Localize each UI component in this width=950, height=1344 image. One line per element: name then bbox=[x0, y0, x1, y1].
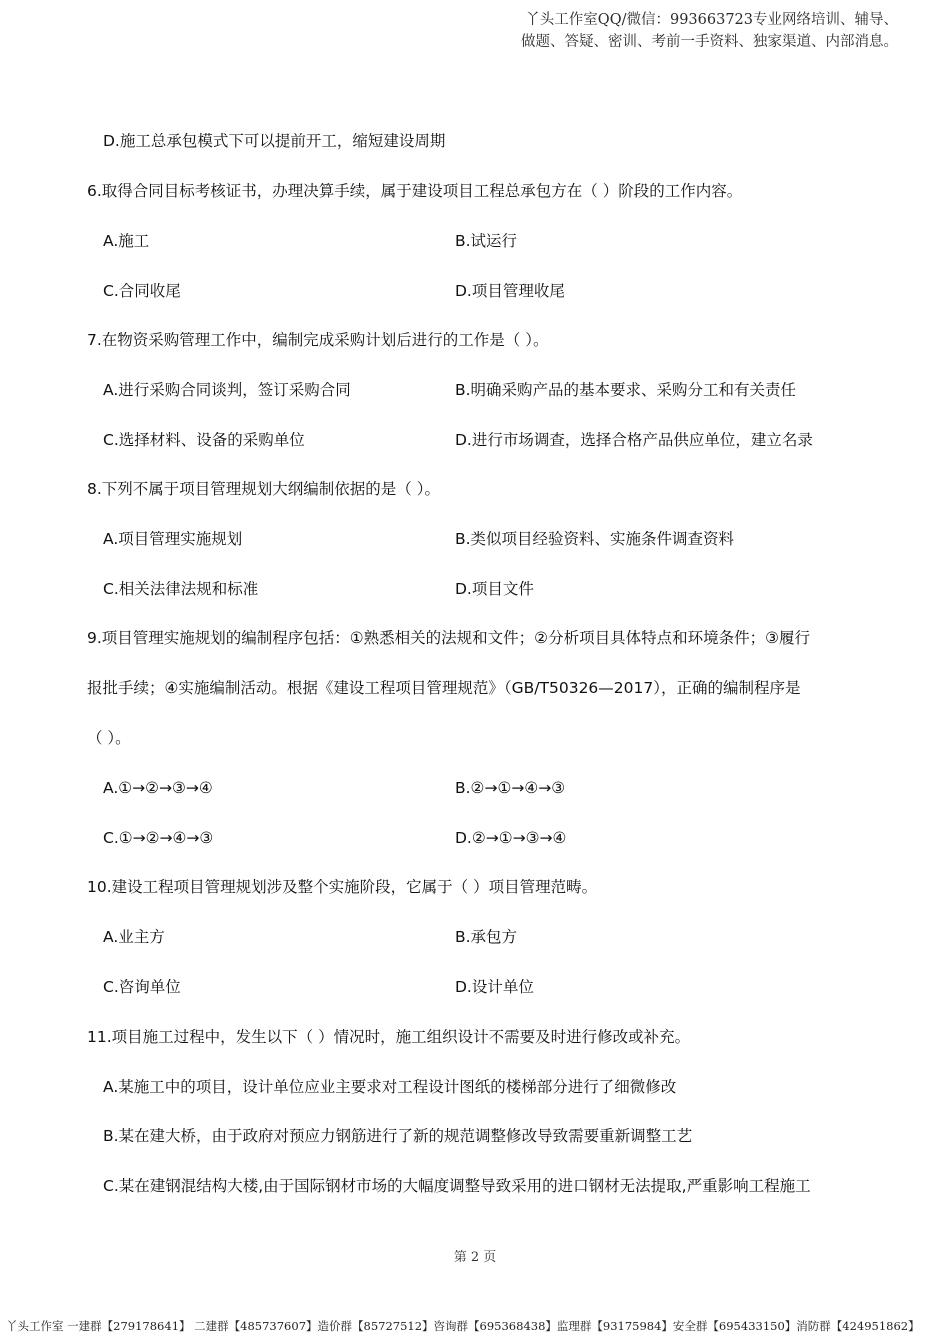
question-9-stem-line-2: 报批手续；④实施编制活动。根据《建设工程项目管理规范》（GB/T50326—2017），正确的编制程序是 bbox=[87, 679, 801, 697]
question-8-stem: 8.下列不属于项目管理规划大纲编制依据的是（ ）。 bbox=[87, 480, 440, 498]
q7-option-b: B.明确采购产品的基本要求、采购分工和有关责任 bbox=[455, 381, 797, 399]
q8-option-b: B.类似项目经验资料、实施条件调查资料 bbox=[455, 530, 735, 548]
q8-option-c: C.相关法律法规和标准 bbox=[103, 580, 259, 598]
q8-option-a: A.项目管理实施规划 bbox=[103, 530, 243, 548]
q6-option-d: D.项目管理收尾 bbox=[455, 282, 565, 300]
q11-option-c: C.某在建钢混结构大楼,由于国际钢材市场的大幅度调整导致采用的进口钢材无法提取,严重影响工程施工 bbox=[103, 1177, 811, 1195]
question-10-stem: 10.建设工程项目管理规划涉及整个实施阶段，它属于（ ）项目管理范畴。 bbox=[87, 878, 598, 896]
question-9-stem-line-1: 9.项目管理实施规划的编制程序包括：①熟悉相关的法规和文件；②分析项目具体特点和环境条件；③履行 bbox=[87, 629, 810, 647]
page-number: 第 2 页 bbox=[453, 1250, 497, 1265]
question-6-stem: 6.取得合同目标考核证书，办理决算手续，属于建设项目工程总承包方在（ ）阶段的工作内容。 bbox=[87, 182, 743, 200]
q10-option-d: D.设计单位 bbox=[455, 978, 534, 996]
header-line-2: 做题、答疑、密训、考前一手资料、独家渠道、内部消息。 bbox=[521, 34, 898, 50]
q7-option-c: C.选择材料、设备的采购单位 bbox=[103, 431, 305, 449]
q9-option-c: C.①→②→④→③ bbox=[103, 829, 214, 847]
prev-option-d: D.施工总承包模式下可以提前开工，缩短建设周期 bbox=[103, 132, 446, 150]
q11-option-a: A.某施工中的项目，设计单位应业主要求对工程设计图纸的楼梯部分进行了细微修改 bbox=[103, 1078, 677, 1096]
q8-option-d: D.项目文件 bbox=[455, 580, 534, 598]
question-9-stem-line-3: （ ）。 bbox=[87, 729, 131, 747]
q10-option-b: B.承包方 bbox=[455, 928, 518, 946]
q6-option-b: B.试运行 bbox=[455, 232, 518, 250]
footer-groups: 丫头工作室 一建群【279178641】 二建群【485737607】造价群【85727512】咨询群【695368438】监理群【93175984】安全群【695433150】消防群【424951862】 bbox=[6, 1319, 920, 1333]
q11-option-b: B.某在建大桥，由于政府对预应力钢筋进行了新的规范调整修改导致需要重新调整工艺 bbox=[103, 1127, 693, 1145]
q9-option-b: B.②→①→④→③ bbox=[455, 779, 566, 797]
q7-option-a: A.进行采购合同谈判，签订采购合同 bbox=[103, 381, 351, 399]
q6-option-c: C.合同收尾 bbox=[103, 282, 181, 300]
q9-option-d: D.②→①→③→④ bbox=[455, 829, 567, 847]
question-7-stem: 7.在物资采购管理工作中，编制完成采购计划后进行的工作是（ ）。 bbox=[87, 331, 549, 349]
q7-option-d: D.进行市场调查，选择合格产品供应单位，建立名录 bbox=[455, 431, 813, 449]
q6-option-a: A.施工 bbox=[103, 232, 150, 250]
question-11-stem: 11.项目施工过程中，发生以下（ ）情况时，施工组织设计不需要及时进行修改或补充。 bbox=[87, 1028, 691, 1046]
q10-option-c: C.咨询单位 bbox=[103, 978, 181, 996]
q10-option-a: A.业主方 bbox=[103, 928, 165, 946]
q9-option-a: A.①→②→③→④ bbox=[103, 779, 213, 797]
header-line-1: 丫头工作室QQ/微信：993663723专业网络培训、辅导、 bbox=[525, 12, 898, 28]
